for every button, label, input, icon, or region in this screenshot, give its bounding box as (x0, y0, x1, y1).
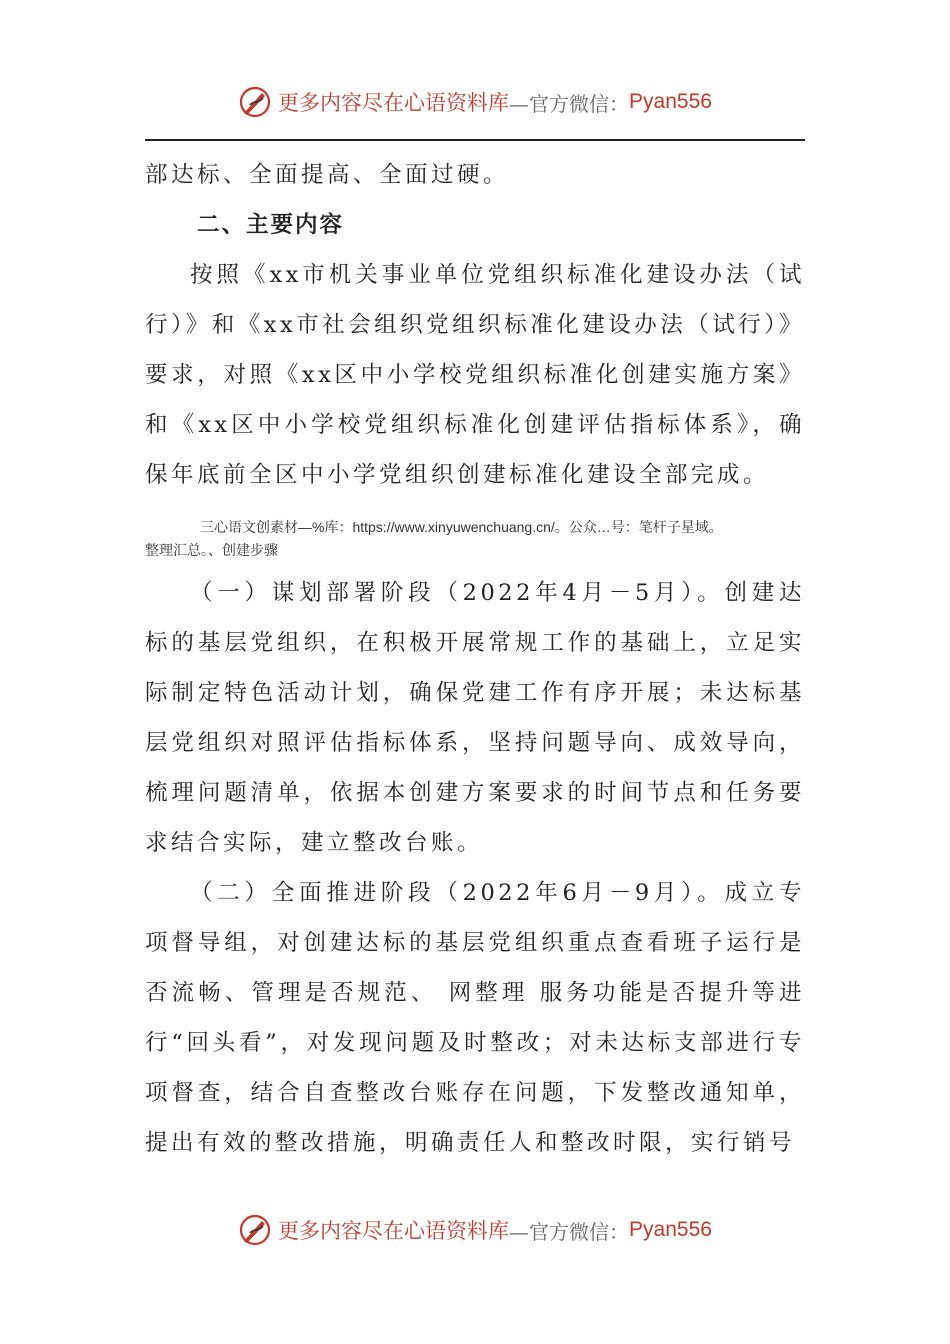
source-note-line-2: 整理汇总。、创建步骤 (145, 542, 278, 558)
pen-nib-circle-icon (238, 1213, 272, 1247)
footer-brand-text: 更多内容尽在心语资料库 (278, 1219, 510, 1243)
banner-brand-text: 更多内容尽在心语资料库 (278, 91, 510, 115)
footer-banner (0, 1210, 950, 1250)
source-note (145, 516, 805, 562)
source-note-line-1: 三心语文创素材—%库：https://www.xinyuwenchuang.cn/。公众…号：笔杆子星域。 (200, 519, 723, 535)
stage-1-paragraph: （一）谋划部署阶段（2022年4月－5月）。创建达标的基层党组织，在积极开展常规工作的基础上，立足实际制定特色活动计划，确保党建工作有序开展；未达标基层党组织对照评估指标体系，坚持问题导向、成效导向，梳理问题清单，依据本创建方案要求的时间节点和任务要求结合实际，建立整改台账。 (145, 580, 805, 856)
footer-contact-id: Pyan556 (629, 1218, 712, 1241)
header-divider (145, 139, 805, 141)
footer-contact-label: —官方微信： (509, 1219, 630, 1244)
stage-2-paragraph: （二）全面推进阶段（2022年6月－9月）。成立专项督导组，对创建达标的基层党组织重点查看班子运行是否流畅、管理是否规范、 网整理 服务功能是否提升等进行“回头看”，对发现问题及时整改；对未达标支部进行专项督查，结合自查整改台账存在问题，下发整改通知单，提出有效的整改措施，明确责任人和整改时限，实行销号 (145, 880, 805, 1156)
pen-nib-circle-icon (238, 85, 272, 119)
header-banner (0, 82, 950, 122)
continued-paragraph: 部达标、全面提高、全面过硬。 (145, 162, 510, 188)
banner-contact-label: —官方微信： (509, 91, 630, 116)
section-heading: 二、主要内容 (197, 212, 345, 238)
document-body (145, 150, 805, 1168)
banner-contact-id: Pyan556 (629, 90, 712, 113)
main-content-paragraph: 按照《xx市机关事业单位党组织标准化建设办法（试行）》和《xx市社会组织党组织标准化建设办法（试行）》要求，对照《xx区中小学校党组织标准化创建实施方案》和《xx区中小学校党组织标准化创建评估指标体系》，确保年底前全区中小学党组织创建标准化建设全部完成。 (145, 262, 805, 488)
